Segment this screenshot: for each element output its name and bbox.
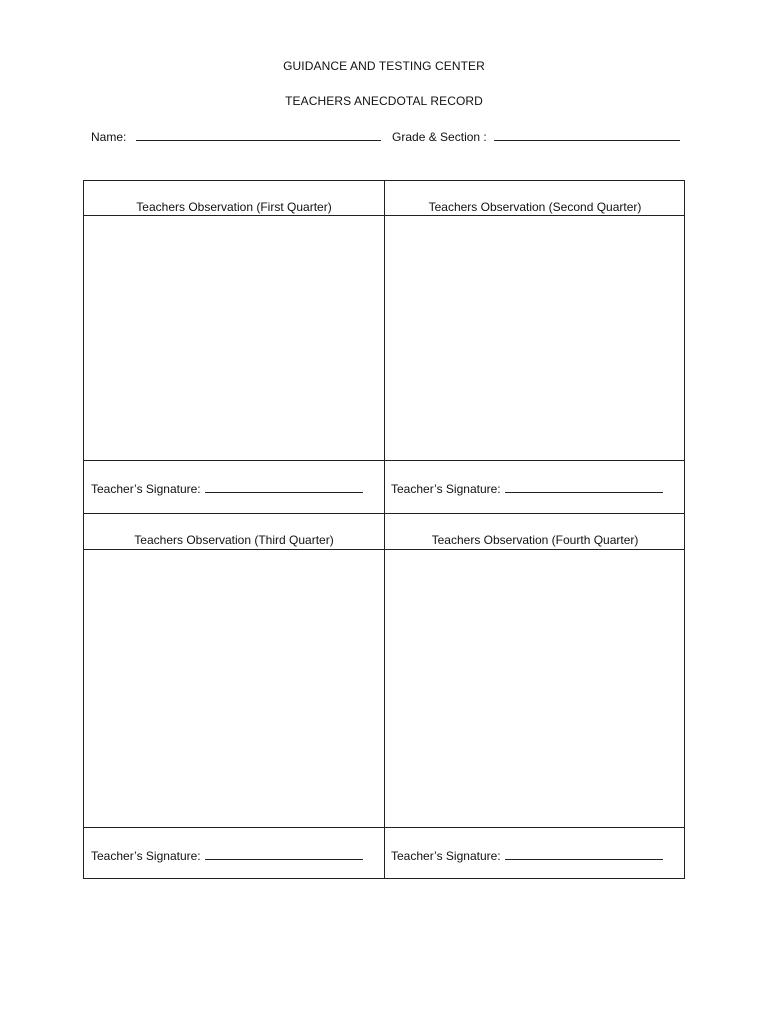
signature-label: Teacher’s Signature: xyxy=(91,849,201,863)
record-title: TEACHERS ANECDOTAL RECORD xyxy=(285,94,483,108)
signature-label: Teacher’s Signature: xyxy=(391,482,501,496)
signature-field[interactable] xyxy=(205,847,363,860)
third-quarter-signature xyxy=(91,847,363,863)
name-label: Name: xyxy=(91,130,127,144)
second-quarter-heading: Teachers Observation (Second Quarter) xyxy=(428,200,642,214)
fourth-quarter-observation-area[interactable] xyxy=(385,550,685,827)
signature-field[interactable] xyxy=(505,480,663,493)
third-quarter-observation-area[interactable] xyxy=(84,550,384,827)
row-divider xyxy=(84,513,684,514)
center-name: GUIDANCE AND TESTING CENTER xyxy=(283,59,485,73)
fourth-quarter-heading: Teachers Observation (Fourth Quarter) xyxy=(431,533,639,547)
first-quarter-observation-area[interactable] xyxy=(84,216,384,460)
first-quarter-signature xyxy=(91,480,363,496)
signature-label: Teacher’s Signature: xyxy=(91,482,201,496)
third-quarter-heading: Teachers Observation (Third Quarter) xyxy=(134,533,334,547)
fourth-quarter-signature xyxy=(391,847,663,863)
signature-field[interactable] xyxy=(505,847,663,860)
first-quarter-heading: Teachers Observation (First Quarter) xyxy=(136,200,332,214)
second-quarter-observation-area[interactable] xyxy=(385,216,685,460)
name-field[interactable] xyxy=(136,128,381,141)
row-divider xyxy=(84,827,684,828)
signature-field[interactable] xyxy=(205,480,363,493)
student-info-row xyxy=(91,128,680,144)
observation-table xyxy=(83,180,685,879)
grade-section-field[interactable] xyxy=(494,128,680,141)
grade-section-label: Grade & Section : xyxy=(392,130,487,144)
row-divider xyxy=(84,460,684,461)
signature-label: Teacher’s Signature: xyxy=(391,849,501,863)
second-quarter-signature xyxy=(391,480,663,496)
